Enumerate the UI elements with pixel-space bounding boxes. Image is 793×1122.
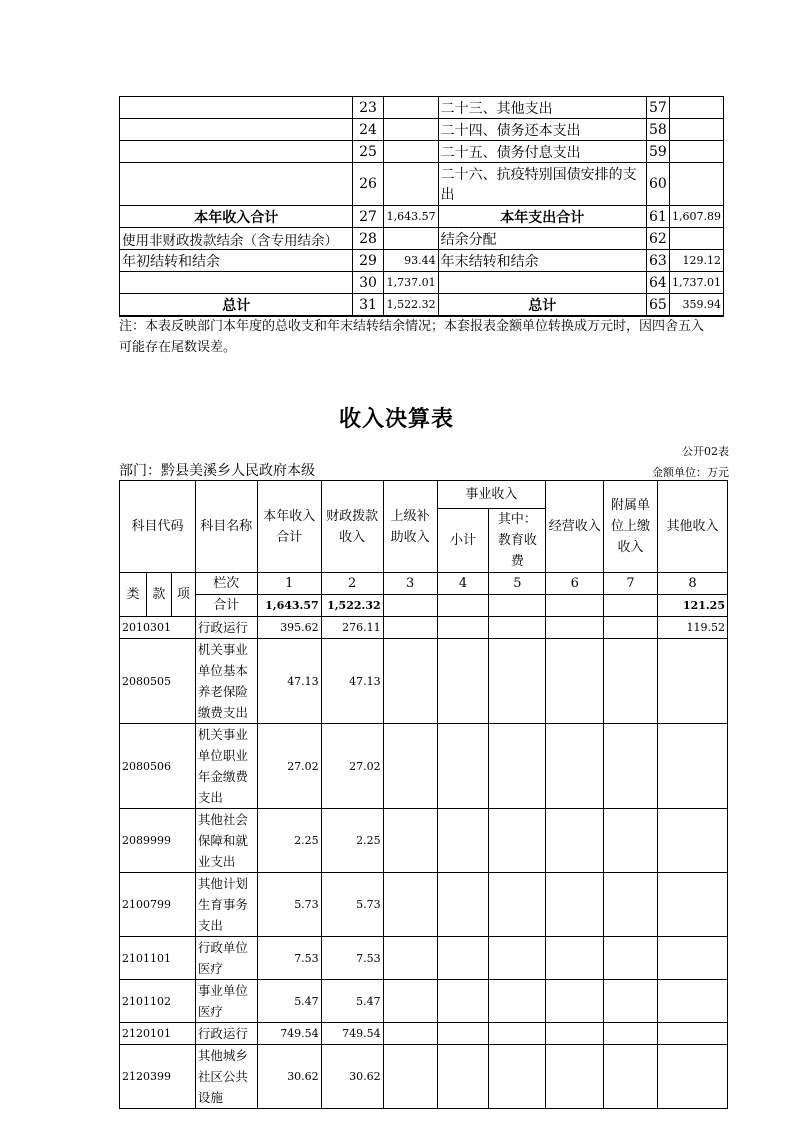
summary-right-label: 年末结转和结余 [438,250,646,272]
row-code: 2120101 [120,1023,196,1045]
amount-unit: 金额单位：万元 [652,466,729,479]
summary-right-label: 总计 [438,294,646,317]
table-row [120,724,728,809]
summary-left-value [383,228,438,250]
table-row [120,809,728,873]
table-row [120,937,728,980]
row-fiscal: 30.62 [321,1045,383,1109]
row-total: 5.73 [257,873,321,937]
row-operating [546,639,604,724]
summary-row [120,97,724,119]
row-affiliated [604,980,658,1023]
row-subtotal [437,809,489,873]
row-edu [489,1023,546,1045]
row-edu [489,617,546,639]
total-row-edu [489,595,546,617]
summary-right-label: 二十四、债务还本支出 [438,119,646,141]
summary-left-value [383,119,438,141]
row-other [657,980,727,1023]
header-fiscal: 财政拨款收入 [321,481,383,573]
row-fiscal: 7.53 [321,937,383,980]
summary-right-value: 1,607.89 [669,206,723,228]
row-total: 395.62 [257,617,321,639]
summary-right-value: 129.12 [669,250,723,272]
summary-left-label: 使用非财政拨款结余（含专用结余） [120,228,353,250]
summary-right-no: 60 [647,163,670,206]
row-upper [383,873,437,937]
row-code: 2080506 [120,724,196,809]
row-fiscal: 47.13 [321,639,383,724]
summary-right-label [438,272,646,294]
row-code: 2101101 [120,937,196,980]
table-row [120,980,728,1023]
summary-row [120,141,724,163]
row-other [657,809,727,873]
row-total: 2.25 [257,809,321,873]
col-no-1: 1 [257,573,321,595]
page-title: 收入决算表 [338,406,454,432]
summary-table [119,96,724,317]
row-total: 30.62 [257,1045,321,1109]
summary-right-label: 二十六、抗疫特别国债安排的支出 [438,163,646,206]
row-affiliated [604,873,658,937]
note-line-1: 注：本表反映部门本年度的总收支和年末结转结余情况；本套报表金额单位转换成万元时，因四舍五入 [119,319,705,334]
summary-row [120,250,724,272]
summary-left-label: 年初结转和结余 [120,250,353,272]
summary-right-value [669,141,723,163]
row-subtotal [437,980,489,1023]
table-row [120,1045,728,1109]
summary-right-value [669,228,723,250]
header-name: 科目名称 [195,481,257,573]
row-code: 2101102 [120,980,196,1023]
row-edu [489,1045,546,1109]
row-code: 2080505 [120,639,196,724]
row-code: 2089999 [120,809,196,873]
summary-left-label [120,97,353,119]
row-code: 2120399 [120,1045,196,1109]
summary-right-value: 1,737.01 [669,272,723,294]
col-no-7: 7 [604,573,658,595]
summary-right-value [669,97,723,119]
total-row-subtotal [437,595,489,617]
total-row-operating [546,595,604,617]
summary-right-no: 63 [647,250,670,272]
summary-row [120,228,724,250]
row-edu [489,937,546,980]
summary-left-value: 1,643.57 [383,206,438,228]
summary-left-value [383,141,438,163]
summary-row [120,163,724,206]
row-name: 其他社会保障和就业支出 [195,809,257,873]
row-subtotal [437,617,489,639]
row-affiliated [604,809,658,873]
row-upper [383,809,437,873]
total-row-upper [383,595,437,617]
summary-right-no: 59 [647,141,670,163]
row-total: 5.47 [257,980,321,1023]
note-line-2: 可能存在尾数误差。 [119,340,237,355]
row-subtotal [437,639,489,724]
row-name: 事业单位医疗 [195,980,257,1023]
summary-right-label: 结余分配 [438,228,646,250]
col-no-4: 4 [437,573,489,595]
summary-row [120,206,724,228]
summary-left-value [383,97,438,119]
summary-left-label [120,163,353,206]
header-affiliated: 附属单位上缴收入 [604,481,658,573]
table-row [120,639,728,724]
summary-left-no: 30 [353,272,383,294]
row-upper [383,617,437,639]
summary-right-no: 62 [647,228,670,250]
row-total: 7.53 [257,937,321,980]
summary-left-label: 本年收入合计 [120,206,353,228]
col-no-3: 3 [383,573,437,595]
row-upper [383,1023,437,1045]
table-row [120,873,728,937]
summary-left-label [120,141,353,163]
summary-left-no: 31 [353,294,383,317]
row-subtotal [437,724,489,809]
col-no-8: 8 [657,573,727,595]
row-code: 2010301 [120,617,196,639]
department: 部门：黔县美溪乡人民政府本级 [119,463,315,479]
total-row-other: 121.25 [657,595,727,617]
total-row-total: 1,643.57 [257,595,321,617]
row-name: 其他计划生育事务支出 [195,873,257,937]
header-lanci: 栏次 [195,573,257,595]
row-edu [489,724,546,809]
row-affiliated [604,1045,658,1109]
summary-left-value: 93.44 [383,250,438,272]
header-subtotal: 小计 [437,509,489,573]
summary-row [120,272,724,294]
total-row-label: 合计 [195,595,257,617]
row-operating [546,1023,604,1045]
summary-right-no: 58 [647,119,670,141]
row-edu [489,980,546,1023]
col-no-2: 2 [321,573,383,595]
summary-left-label [120,119,353,141]
row-other [657,724,727,809]
summary-right-no: 57 [647,97,670,119]
row-operating [546,937,604,980]
row-name: 行政运行 [195,1023,257,1045]
row-upper [383,724,437,809]
row-edu [489,639,546,724]
row-upper [383,937,437,980]
header-operating: 经营收入 [546,481,604,573]
row-other [657,1045,727,1109]
row-affiliated [604,1023,658,1045]
row-affiliated [604,937,658,980]
row-operating [546,617,604,639]
row-operating [546,873,604,937]
row-upper [383,639,437,724]
col-no-5: 5 [489,573,546,595]
row-edu [489,873,546,937]
summary-left-value [383,163,438,206]
row-name: 行政单位医疗 [195,937,257,980]
summary-row [120,119,724,141]
summary-left-label [120,272,353,294]
row-total: 47.13 [257,639,321,724]
summary-right-no: 61 [647,206,670,228]
table-row [120,617,728,639]
row-other: 119.52 [657,617,727,639]
row-affiliated [604,617,658,639]
header-edu: 其中：教育收费 [489,509,546,573]
row-fiscal: 749.54 [321,1023,383,1045]
row-code: 2100799 [120,873,196,937]
summary-left-no: 24 [353,119,383,141]
form-code: 公开02表 [682,445,729,458]
row-other [657,1023,727,1045]
note [119,316,739,358]
total-row-fiscal: 1,522.32 [321,595,383,617]
row-other [657,639,727,724]
row-upper [383,1045,437,1109]
row-operating [546,809,604,873]
header-career: 事业收入 [437,481,546,509]
summary-right-no: 64 [647,272,670,294]
row-fiscal: 27.02 [321,724,383,809]
summary-left-value: 1,737.01 [383,272,438,294]
header-kuan: 款 [146,573,171,617]
row-name: 其他城乡社区公共设施 [195,1045,257,1109]
row-affiliated [604,724,658,809]
summary-left-no: 28 [353,228,383,250]
row-upper [383,980,437,1023]
row-subtotal [437,937,489,980]
summary-right-label: 本年支出合计 [438,206,646,228]
row-other [657,937,727,980]
summary-left-value: 1,522.32 [383,294,438,317]
row-subtotal [437,1023,489,1045]
header-code: 科目代码 [120,481,196,573]
table-row [120,1023,728,1045]
summary-row [120,294,724,317]
total-row-affiliated [604,595,658,617]
col-no-6: 6 [546,573,604,595]
row-name: 行政运行 [195,617,257,639]
summary-left-no: 27 [353,206,383,228]
header-xiang: 项 [171,573,195,617]
row-name: 机关事业单位职业年金缴费支出 [195,724,257,809]
summary-left-no: 23 [353,97,383,119]
summary-right-label: 二十五、债务付息支出 [438,141,646,163]
row-name: 机关事业单位基本养老保险缴费支出 [195,639,257,724]
income-table [119,480,728,1109]
summary-right-label: 二十三、其他支出 [438,97,646,119]
header-lei: 类 [120,573,147,617]
row-subtotal [437,873,489,937]
row-fiscal: 5.47 [321,980,383,1023]
summary-right-value [669,119,723,141]
row-edu [489,809,546,873]
row-fiscal: 276.11 [321,617,383,639]
summary-right-no: 65 [647,294,670,317]
summary-right-value [669,163,723,206]
summary-left-no: 29 [353,250,383,272]
header-total: 本年收入合计 [257,481,321,573]
summary-left-label: 总计 [120,294,353,317]
row-other [657,873,727,937]
row-subtotal [437,1045,489,1109]
summary-left-no: 25 [353,141,383,163]
summary-right-value: 359.94 [669,294,723,317]
row-fiscal: 5.73 [321,873,383,937]
row-fiscal: 2.25 [321,809,383,873]
header-other: 其他收入 [657,481,727,573]
row-operating [546,724,604,809]
row-affiliated [604,639,658,724]
row-operating [546,980,604,1023]
row-total: 27.02 [257,724,321,809]
row-operating [546,1045,604,1109]
summary-left-no: 26 [353,163,383,206]
row-total: 749.54 [257,1023,321,1045]
header-upper: 上级补助收入 [383,481,437,573]
